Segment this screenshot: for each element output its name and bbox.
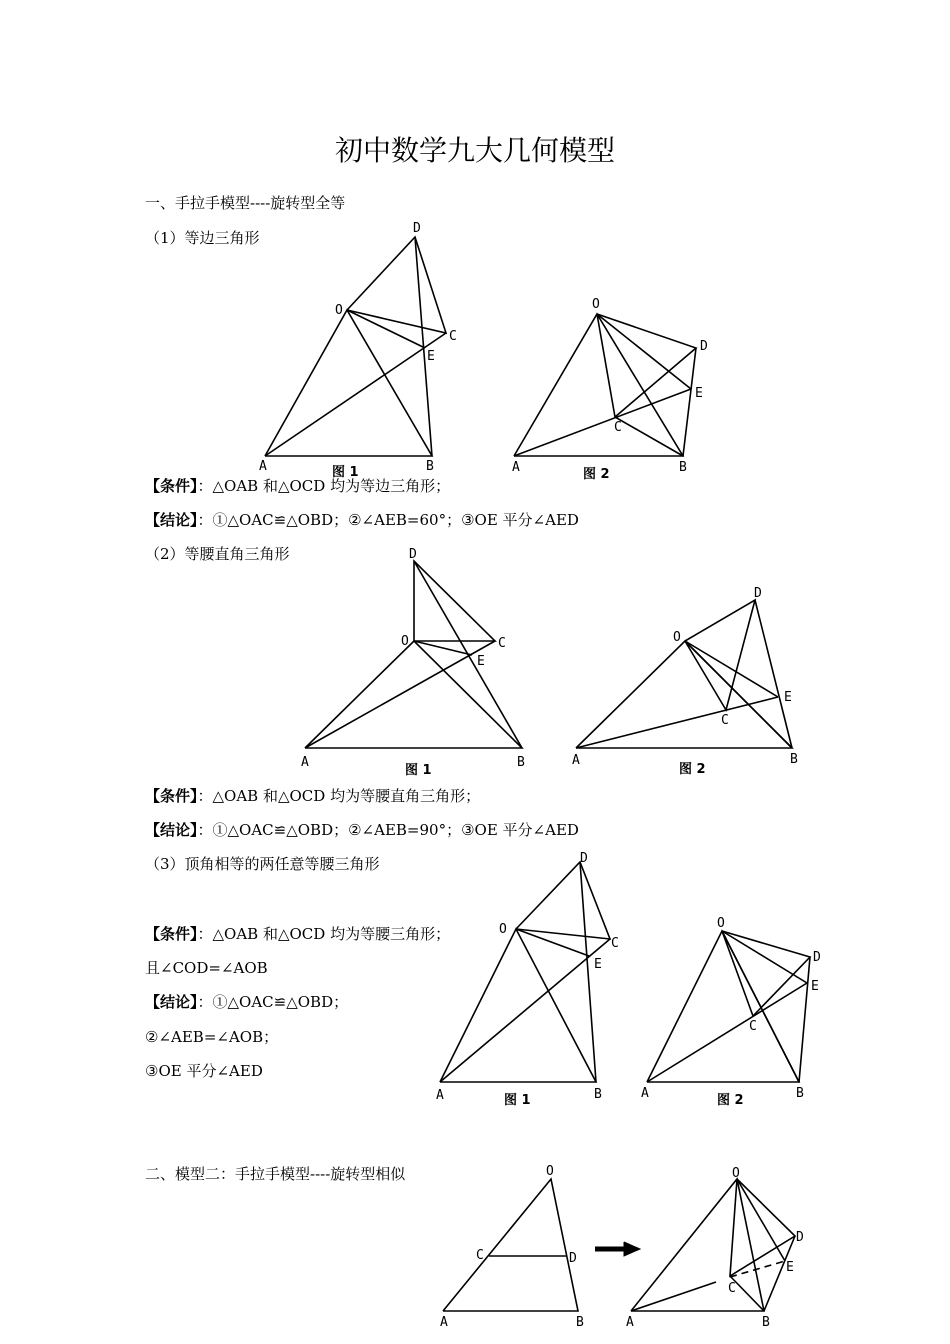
figure-caption: 图 2 bbox=[717, 1093, 744, 1108]
triangle-oab bbox=[647, 931, 799, 1082]
label-d: D bbox=[796, 1230, 804, 1245]
label-b: B bbox=[790, 752, 798, 767]
label-e: E bbox=[811, 979, 819, 994]
segment-bd bbox=[683, 348, 696, 456]
label-c: C bbox=[611, 936, 619, 951]
triangle-oab bbox=[443, 1179, 578, 1311]
label-a: A bbox=[641, 1086, 649, 1101]
label-a: A bbox=[301, 755, 309, 770]
condition-label: 【条件】 bbox=[145, 787, 198, 805]
page-title: 初中数学九大几何模型 bbox=[334, 134, 615, 167]
label-b: B bbox=[426, 459, 434, 474]
label-c: C bbox=[476, 1248, 484, 1263]
case2-figure2 bbox=[572, 586, 798, 777]
label-b: B bbox=[796, 1086, 804, 1101]
section2-figure-right bbox=[626, 1166, 804, 1330]
conclusion-text: ：①△OAC≌△OBD；②∠AEB=90°；③OE 平分∠AED bbox=[197, 821, 579, 839]
label-a: A bbox=[440, 1315, 448, 1330]
label-b: B bbox=[576, 1315, 584, 1330]
label-a: A bbox=[436, 1088, 444, 1103]
condition-label: 【条件】 bbox=[145, 925, 198, 943]
section2-heading: 二、模型二：手拉手模型----旋转型相似 bbox=[145, 1165, 406, 1183]
label-o: O bbox=[401, 634, 409, 649]
segment-ac-solid bbox=[631, 1282, 716, 1311]
label-a: A bbox=[572, 753, 580, 768]
case2-figure1 bbox=[301, 547, 525, 778]
label-o: O bbox=[335, 303, 343, 318]
condition-text: ：△OAB 和△OCD 均为等腰三角形； bbox=[197, 925, 451, 943]
label-d: D bbox=[580, 851, 588, 866]
case3-condition-line2: 且∠COD=∠AOB bbox=[145, 959, 268, 977]
label-d: D bbox=[569, 1251, 577, 1266]
conclusion-label: 【结论】 bbox=[145, 993, 198, 1011]
case3-conclusion-line2: ②∠AEB=∠AOB； bbox=[145, 1028, 279, 1046]
triangle-ocd bbox=[685, 600, 755, 710]
condition-text: ：△OAB 和△OCD 均为等边三角形； bbox=[197, 477, 451, 495]
triangle-oab bbox=[440, 929, 596, 1082]
segment-cb bbox=[615, 417, 683, 456]
label-o: O bbox=[592, 297, 600, 312]
case3-heading: （3）顶角相等的两任意等腰三角形 bbox=[145, 855, 380, 873]
conclusion-label: 【结论】 bbox=[145, 821, 198, 839]
label-o: O bbox=[732, 1166, 740, 1181]
label-b: B bbox=[517, 755, 525, 770]
label-c: C bbox=[498, 636, 506, 651]
label-a: A bbox=[626, 1315, 634, 1330]
segment-ac bbox=[265, 333, 446, 456]
label-e: E bbox=[477, 654, 485, 669]
conclusion-text: ：①△OAC≌△OBD；②∠AEB=60°；③OE 平分∠AED bbox=[197, 511, 579, 529]
case1-heading: （1）等边三角形 bbox=[145, 229, 260, 247]
label-e: E bbox=[427, 349, 435, 364]
label-c: C bbox=[721, 713, 729, 728]
segment-oe bbox=[597, 314, 691, 389]
triangle-ocd bbox=[722, 931, 810, 1016]
conclusion-text: ：①△OAC≌△OBD； bbox=[197, 993, 349, 1011]
label-c: C bbox=[449, 329, 457, 344]
label-e: E bbox=[786, 1260, 794, 1275]
label-c: C bbox=[728, 1281, 736, 1296]
case1-figure2 bbox=[512, 297, 708, 482]
label-b: B bbox=[594, 1087, 602, 1102]
label-o: O bbox=[546, 1164, 554, 1179]
segment-oe bbox=[414, 641, 472, 655]
triangle-oab bbox=[576, 641, 792, 748]
section2-figure-left bbox=[440, 1164, 584, 1330]
label-o: O bbox=[673, 630, 681, 645]
figure-caption: 图 2 bbox=[679, 762, 706, 777]
triangle-ocd bbox=[347, 237, 446, 333]
triangle-ocd bbox=[516, 862, 610, 939]
conclusion-label: 【结论】 bbox=[145, 511, 198, 529]
section1-heading: 一、手拉手模型----旋转型全等 bbox=[145, 194, 346, 212]
segment-bd bbox=[755, 600, 792, 748]
label-e: E bbox=[594, 957, 602, 972]
label-d: D bbox=[409, 547, 417, 562]
label-e: E bbox=[695, 386, 703, 401]
segment-ob-inner bbox=[685, 641, 792, 748]
label-d: D bbox=[413, 221, 421, 236]
segment-bd bbox=[799, 957, 810, 1082]
label-e: E bbox=[784, 690, 792, 705]
triangle-oab bbox=[265, 310, 432, 456]
condition-text: ：△OAB 和△OCD 均为等腰直角三角形； bbox=[197, 787, 481, 805]
label-d: D bbox=[813, 950, 821, 965]
segment-ac bbox=[305, 641, 495, 748]
label-d: D bbox=[700, 339, 708, 354]
segment-ce-dashed bbox=[730, 1261, 785, 1277]
case3-figure1 bbox=[436, 851, 619, 1108]
label-b: B bbox=[762, 1315, 770, 1330]
figure-caption: 图 2 bbox=[583, 467, 610, 482]
triangle-ocd bbox=[414, 561, 495, 641]
figure-caption: 图 1 bbox=[504, 1093, 531, 1108]
arrow-right-icon bbox=[595, 1242, 640, 1256]
case2-heading: （2）等腰直角三角形 bbox=[145, 545, 290, 563]
label-a: A bbox=[259, 459, 267, 474]
label-o: O bbox=[717, 916, 725, 931]
label-c: C bbox=[749, 1019, 757, 1034]
case3-figure2 bbox=[641, 916, 821, 1108]
triangle-ocd bbox=[597, 314, 696, 417]
label-a: A bbox=[512, 460, 520, 475]
label-o: O bbox=[499, 922, 507, 937]
condition-label: 【条件】 bbox=[145, 477, 198, 495]
figure-caption: 图 1 bbox=[405, 763, 432, 778]
label-b: B bbox=[679, 460, 687, 475]
case3-conclusion-line3: ③OE 平分∠AED bbox=[145, 1062, 263, 1080]
label-d: D bbox=[754, 586, 762, 601]
figure-caption: 图 1 bbox=[332, 465, 359, 480]
triangle-oab bbox=[305, 641, 522, 748]
label-c: C bbox=[614, 420, 622, 435]
case1-figure1 bbox=[259, 221, 457, 480]
